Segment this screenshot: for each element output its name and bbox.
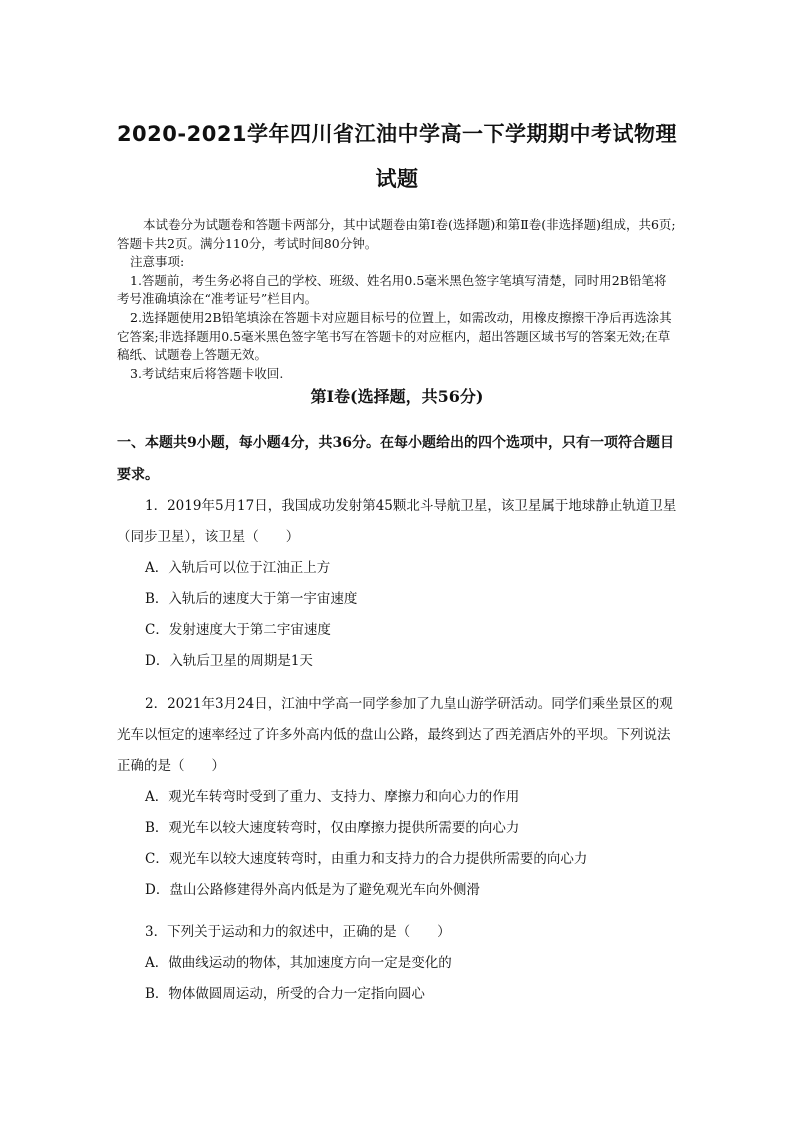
- part-heading-text: 一、本题共9小题，每小题4分，共36分。在每小题给出的四个选项中，只有一项符合题目要求。: [117, 435, 674, 483]
- option-c: C．发射速度大于第二宇宙速度: [145, 622, 331, 638]
- option-b: B．物体做圆周运动，所受的合力一定指向圆心: [145, 986, 425, 1002]
- option-b: B．入轨后的速度大于第一宇宙速度: [145, 591, 358, 607]
- notice-item-2: 2.选择题使用2B铅笔填涂在答题卡对应题目标号的位置上，如需改动，用橡皮擦擦干净后再选涂其它答案;非选择题用0.5毫米黑色签字笔书写在答题卡的对应框内，超出答题区域书写的答案无效;在草稿纸、试题卷上答题无效。: [117, 309, 672, 363]
- notice-item-1: 1.答题前，考生务必将自己的学校、班级、姓名用0.5毫米黑色签字笔填写清楚，同时用2B铅笔将考号准确填涂在“准考证号”栏目内。: [117, 272, 667, 307]
- option-a: A．做曲线运动的物体，其加速度方向一定是变化的: [145, 955, 452, 971]
- exam-title-line2: 试题: [375, 167, 419, 191]
- question-3: [117, 917, 677, 1010]
- option-b: B．观光车以较大速度转弯时，仅由摩擦力提供所需要的向心力: [145, 820, 520, 836]
- question-stem: 1．2019年5月17日，我国成功发射第45颗北斗导航卫星，该卫星属于地球静止轨道卫星（同步卫星），该卫星（ ）: [117, 498, 677, 545]
- option-c: C．观光车以较大速度转弯时，由重力和支持力的合力提供所需要的向心力: [145, 851, 588, 867]
- question-stem: 2．2021年3月24日，江油中学高一同学参加了九皇山游学研活动。同学们乘坐景区的观光车以恒定的速率经过了许多外高内低的盘山公路，最终到达了西羌酒店外的平坝。下列说法正确的是（ ）: [117, 696, 673, 774]
- part-heading: [117, 427, 677, 491]
- exam-title-line1: 2020-2021学年四川省江油中学高一下学期期中考试物理: [116, 122, 678, 146]
- notice-heading: 注意事项:: [130, 254, 185, 270]
- option-d: D．盘山公路修建得外高内低是为了避免观光车向外侧滑: [145, 882, 480, 898]
- notice-item-3: 3.考试结束后将答题卡收回.: [130, 365, 284, 381]
- intro-paragraph: 本试卷分为试题卷和答题卡两部分，其中试题卷由第Ⅰ卷(选择题)和第Ⅱ卷(非选择题)组成，共6页;答题卡共2页。满分110分，考试时间80分钟。: [117, 217, 676, 251]
- option-d: D．入轨后卫星的周期是1天: [145, 653, 313, 669]
- question-1: [117, 491, 677, 677]
- question-stem: 3．下列关于运动和力的叙述中，正确的是（ ）: [145, 924, 451, 940]
- option-a: A．观光车转弯时受到了重力、支持力、摩擦力和向心力的作用: [145, 789, 520, 805]
- section-title: 第Ⅰ卷(选择题，共56分): [310, 387, 484, 406]
- option-a: A．入轨后可以位于江油正上方: [145, 560, 331, 576]
- exam-instructions: [117, 216, 677, 383]
- question-2: [117, 689, 677, 906]
